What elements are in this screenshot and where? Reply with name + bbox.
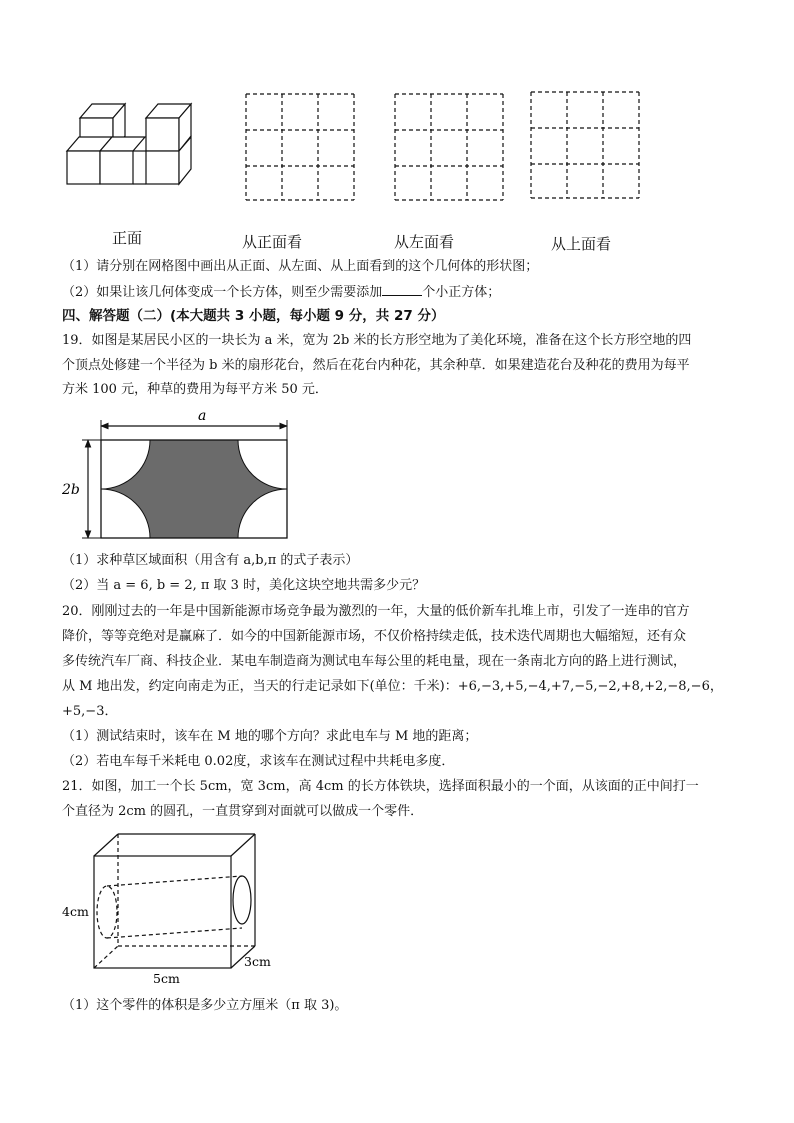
garden-height-label: 2b — [62, 482, 80, 498]
q18-answer-blank[interactable] — [382, 283, 422, 296]
block-length-label: 5cm — [153, 971, 180, 986]
q18-part2 — [62, 283, 500, 302]
grid-front-view[interactable] — [246, 94, 356, 202]
q21-line2: 个直径为 2cm 的圆孔，一直贯穿到对面就可以做成一个零件． — [62, 804, 424, 819]
caption-front-view: 从正面看 — [242, 233, 303, 251]
q20-line1: 20．刚刚过去的一年是中国新能源市场竞争最为激烈的一年，大量的低价新车扎堆上市，引发了一连串的官方 — [62, 604, 690, 619]
garden-figure — [58, 408, 308, 543]
q18-part2-text: （2）如果让该几何体变成一个长方体，则至少需要添加 — [62, 285, 383, 300]
cube-solid-figure — [60, 96, 210, 196]
q20-line3: 多传统汽车厂商、科技企业．某电车制造商为测试电车每公里的耗电量，现在一条南北方向的路上进行测试， — [62, 654, 687, 669]
block-height-label: 4cm — [62, 904, 89, 919]
q18-part2-tail: 个小正方体； — [422, 285, 501, 300]
q19-line1: 19．如图是某居民小区的一块长为 a 米，宽为 2b 米的长方形空地为了美化环境，准备在这个长方形空地的四 — [62, 333, 692, 348]
q20-line5: +5,−3． — [62, 704, 118, 719]
q19-line3: 方米 100 元，种草的费用为每平方米 50 元． — [62, 382, 328, 397]
q19-part2: （2）当 a = 6, b = 2, π 取 3 时，美化这块空地共需多少元？ — [62, 578, 426, 593]
q20-line2: 降价，等等竞绝对是赢麻了．如今的中国新能源市场，不仅价格持续走低，技术迭代周期也大幅缩短，还有众 — [62, 629, 687, 644]
block-figure — [58, 828, 288, 988]
q19-part1: （1）求种草区域面积（用含有 a,b,π 的式子表示） — [62, 553, 359, 568]
caption-left-view: 从左面看 — [394, 233, 455, 251]
garden-width-label: a — [198, 408, 207, 424]
caption-front: 正面 — [112, 229, 143, 247]
block-width-label: 3cm — [244, 954, 271, 969]
section-heading: 四、解答题（二）(本大题共 3 小题，每小题 9 分，共 27 分） — [62, 308, 445, 324]
q20-part1: （1）测试结束时，该车在 M 地的哪个方向？求此电车与 M 地的距离； — [62, 729, 478, 744]
q20-line4: 从 M 地出发，约定向南走为正，当天的行走记录如下(单位：千米)：+6,−3,+5,−4,+7,−5,−2,+8,+2,−8,−6， — [62, 679, 723, 694]
q20-part2: （2）若电车每千米耗电 0.02度，求该车在测试过程中共耗电多度． — [62, 754, 455, 769]
grid-top-view[interactable] — [531, 92, 641, 200]
grid-left-view[interactable] — [395, 94, 505, 202]
q19-line2: 个顶点处修建一个半径为 b 米的扇形花台，然后在花台内种花，其余种草．如果建造花台及种花的费用为每平 — [62, 358, 690, 373]
q21-line1: 21．如图，加工一个长 5cm，宽 3cm，高 4cm 的长方体铁块，选择面积最小的一个面，从该面的正中间打一 — [62, 779, 699, 794]
caption-top-view: 从上面看 — [551, 235, 612, 253]
q21-part1: （1）这个零件的体积是多少立方厘米（π 取 3)。 — [62, 998, 348, 1013]
q18-part1: （1）请分别在网格图中画出从正面、从左面、从上面看到的这个几何体的形状图； — [62, 259, 539, 274]
